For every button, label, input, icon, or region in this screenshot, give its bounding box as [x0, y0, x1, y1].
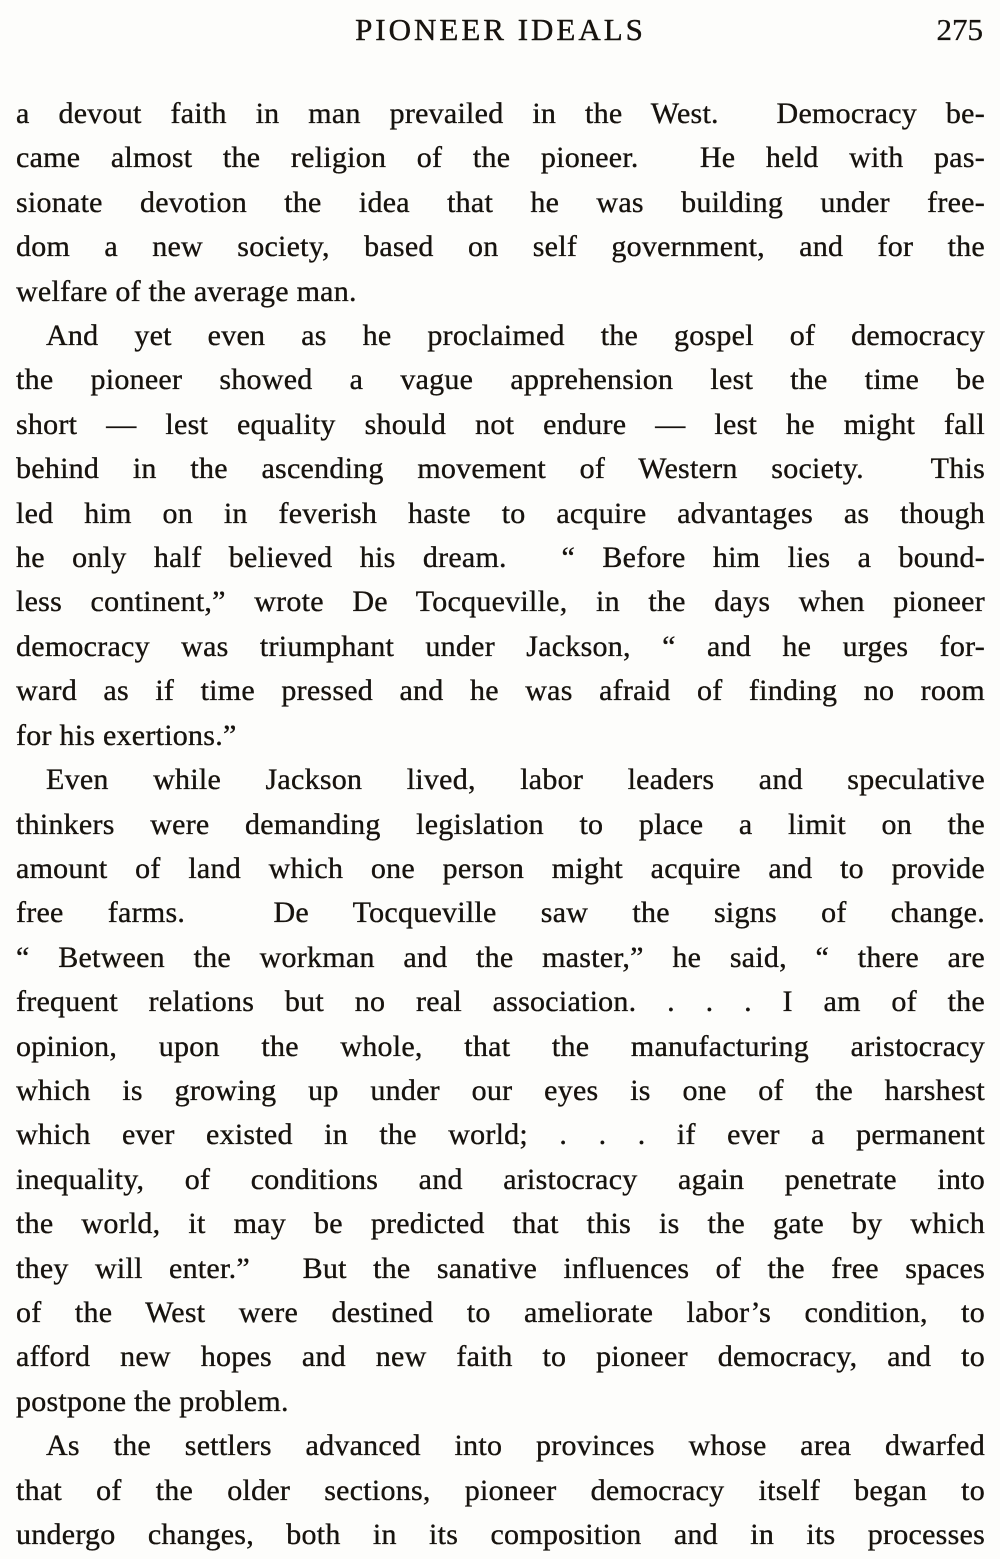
- text-line: of the West were destined to ameliorate labor’s condition, to: [16, 1295, 985, 1329]
- running-header: [16, 10, 985, 50]
- text-line: “ Between the workman and the master,” he said, “ there are: [16, 940, 985, 974]
- text-line: which is growing up under our eyes is one of the harshest: [16, 1073, 985, 1107]
- text-line: short — lest equality should not endure — lest he might fall: [16, 407, 985, 441]
- text-line: frequent relations but no real association. . . . I am of the: [16, 985, 985, 1019]
- text-line: the world, it may be predicted that this is the gate by which: [16, 1207, 985, 1241]
- text-line: a devout faith in man prevailed in the West. Democracy be-: [16, 97, 985, 130]
- text-line: amount of land which one person might acquire and to provide: [16, 851, 985, 885]
- text-line: they will enter.” But the sanative influences of the free spaces: [16, 1251, 985, 1285]
- text-line: afford new hopes and new faith to pioneer democracy, and to: [16, 1340, 985, 1374]
- text-line: postpone the problem.: [16, 1384, 289, 1418]
- text-line: which ever existed in the world; . . . if ever a permanent: [16, 1118, 985, 1152]
- text-line: that of the older sections, pioneer democracy itself began to: [16, 1473, 985, 1507]
- text-line: thinkers were demanding legislation to place a limit on the: [16, 807, 985, 841]
- paragraph: [16, 92, 985, 314]
- text-line: inequality, of conditions and aristocracy again penetrate into: [16, 1162, 985, 1196]
- body-text: [16, 92, 985, 1557]
- text-line: As the settlers advanced into provinces whose area dwarfed: [46, 1429, 985, 1463]
- text-line: Even while Jackson lived, labor leaders and speculative: [46, 763, 985, 797]
- text-line: democracy was triumphant under Jackson, “ and he urges for-: [16, 629, 985, 663]
- text-line: undergo changes, both in its composition and in its processes: [16, 1518, 985, 1551]
- page-number: 275: [936, 12, 983, 47]
- text-line: dom a new society, based on self government, and for the: [16, 230, 985, 264]
- text-line: came almost the religion of the pioneer. He held with pas-: [16, 141, 985, 175]
- text-line: welfare of the average man.: [16, 274, 357, 308]
- text-line: behind in the ascending movement of Western society. This: [16, 452, 985, 486]
- text-line: And yet even as he proclaimed the gospel of democracy: [46, 319, 985, 353]
- text-line: sionate devotion the idea that he was building under free-: [16, 185, 985, 219]
- text-line: free farms. De Tocqueville saw the signs of change.: [16, 896, 985, 930]
- paragraph: [16, 314, 985, 758]
- text-line: less continent,” wrote De Tocqueville, in the days when pioneer: [16, 585, 985, 619]
- chapter-title: PIONEER IDEALS: [355, 12, 646, 47]
- paragraph: [16, 1424, 985, 1557]
- text-line: for his exertions.”: [16, 718, 237, 752]
- text-line: opinion, upon the whole, that the manufacturing aristocracy: [16, 1029, 985, 1063]
- paragraph: [16, 758, 985, 1424]
- text-line: he only half believed his dream. “ Before him lies a bound-: [16, 541, 985, 575]
- text-line: the pioneer showed a vague apprehension lest the time be: [16, 363, 985, 397]
- text-line: ward as if time pressed and he was afraid of finding no room: [16, 674, 985, 708]
- text-line: led him on in feverish haste to acquire advantages as though: [16, 496, 985, 530]
